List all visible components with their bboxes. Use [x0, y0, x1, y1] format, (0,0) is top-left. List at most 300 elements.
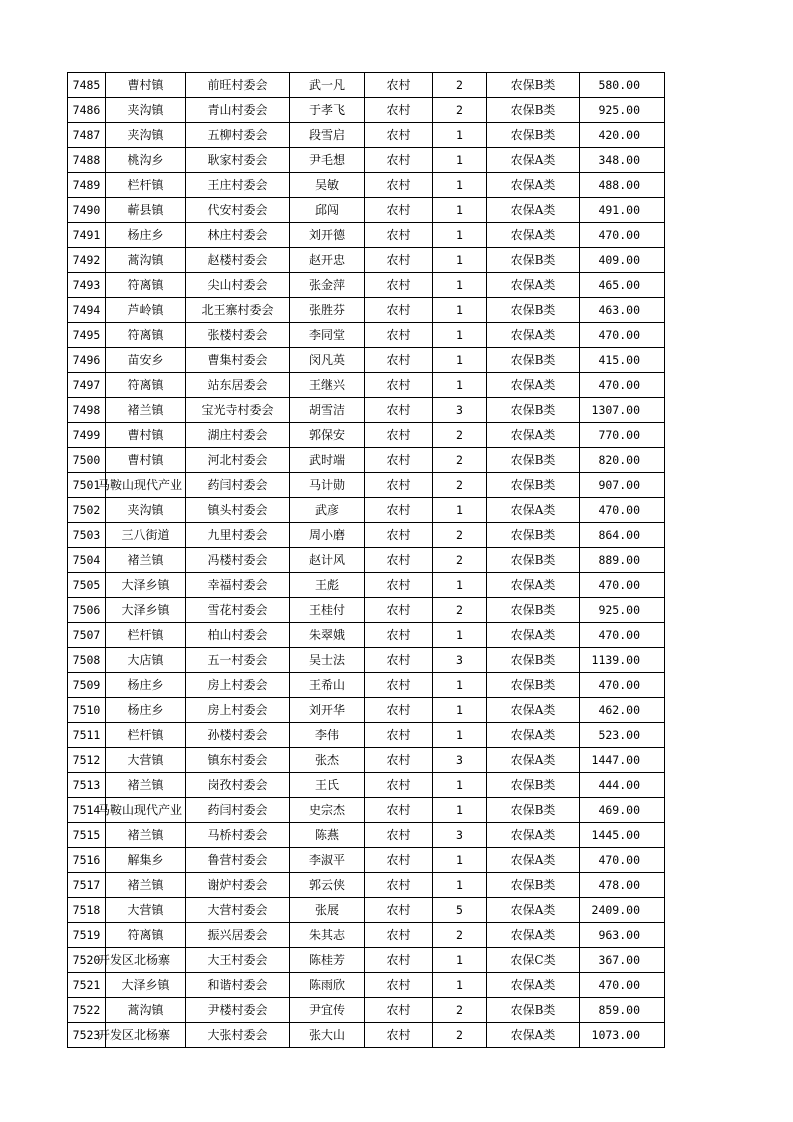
amount-cell: 470.00	[580, 323, 665, 348]
name-cell: 王继兴	[290, 373, 365, 398]
amount-cell: 523.00	[580, 723, 665, 748]
table-body	[68, 73, 665, 1048]
township-cell: 褚兰镇	[106, 773, 186, 798]
category-cell: 农保A类	[487, 623, 580, 648]
table-row	[68, 548, 665, 573]
township-cell: 曹村镇	[106, 73, 186, 98]
record-id-cell: 7521	[68, 973, 106, 998]
category-cell: 农保A类	[487, 323, 580, 348]
name-cell: 王希山	[290, 673, 365, 698]
township-cell: 大泽乡镇	[106, 973, 186, 998]
township-cell: 杨庄乡	[106, 223, 186, 248]
township-cell: 蒿沟镇	[106, 248, 186, 273]
village-committee-cell: 马桥村委会	[186, 823, 290, 848]
amount-cell: 367.00	[580, 948, 665, 973]
township-cell: 芦岭镇	[106, 298, 186, 323]
category-cell: 农保B类	[487, 123, 580, 148]
record-id-cell: 7504	[68, 548, 106, 573]
household-type-cell: 农村	[365, 823, 433, 848]
township-cell: 大店镇	[106, 648, 186, 673]
category-cell: 农保A类	[487, 823, 580, 848]
table-row	[68, 873, 665, 898]
amount-cell: 770.00	[580, 423, 665, 448]
township-cell: 符离镇	[106, 923, 186, 948]
member-count-cell: 1	[433, 123, 487, 148]
table-row	[68, 973, 665, 998]
record-id-cell: 7485	[68, 73, 106, 98]
village-committee-cell: 青山村委会	[186, 98, 290, 123]
member-count-cell: 1	[433, 623, 487, 648]
household-type-cell: 农村	[365, 998, 433, 1023]
township-cell: 栏杆镇	[106, 623, 186, 648]
category-cell: 农保A类	[487, 723, 580, 748]
village-committee-cell: 赵楼村委会	[186, 248, 290, 273]
name-cell: 赵计风	[290, 548, 365, 573]
member-count-cell: 1	[433, 798, 487, 823]
member-count-cell: 3	[433, 398, 487, 423]
record-id-cell: 7499	[68, 423, 106, 448]
record-id-cell: 7517	[68, 873, 106, 898]
member-count-cell: 2	[433, 998, 487, 1023]
record-id-cell: 7505	[68, 573, 106, 598]
name-cell: 尹宜传	[290, 998, 365, 1023]
table-row	[68, 98, 665, 123]
amount-cell: 470.00	[580, 223, 665, 248]
township-cell: 开发区北杨寨	[106, 948, 186, 973]
amount-cell: 864.00	[580, 523, 665, 548]
member-count-cell: 1	[433, 673, 487, 698]
member-count-cell: 1	[433, 273, 487, 298]
table-row	[68, 123, 665, 148]
name-cell: 朱其志	[290, 923, 365, 948]
member-count-cell: 1	[433, 223, 487, 248]
table-row	[68, 248, 665, 273]
name-cell: 陈雨欣	[290, 973, 365, 998]
category-cell: 农保A类	[487, 373, 580, 398]
table-row	[68, 923, 665, 948]
township-cell: 曹村镇	[106, 448, 186, 473]
household-type-cell: 农村	[365, 748, 433, 773]
name-cell: 张杰	[290, 748, 365, 773]
household-type-cell: 农村	[365, 773, 433, 798]
record-id-cell: 7495	[68, 323, 106, 348]
name-cell: 张展	[290, 898, 365, 923]
category-cell: 农保B类	[487, 98, 580, 123]
category-cell: 农保A类	[487, 923, 580, 948]
village-committee-cell: 大王村委会	[186, 948, 290, 973]
township-cell: 栏杆镇	[106, 173, 186, 198]
category-cell: 农保A类	[487, 198, 580, 223]
table-row	[68, 698, 665, 723]
village-committee-cell: 湖庄村委会	[186, 423, 290, 448]
village-committee-cell: 耿家村委会	[186, 148, 290, 173]
village-committee-cell: 前旺村委会	[186, 73, 290, 98]
category-cell: 农保B类	[487, 448, 580, 473]
record-id-cell: 7509	[68, 673, 106, 698]
name-cell: 史宗杰	[290, 798, 365, 823]
household-type-cell: 农村	[365, 848, 433, 873]
township-cell: 三八街道	[106, 523, 186, 548]
township-cell: 夹沟镇	[106, 498, 186, 523]
name-cell: 于孝飞	[290, 98, 365, 123]
category-cell: 农保B类	[487, 673, 580, 698]
category-cell: 农保B类	[487, 998, 580, 1023]
household-type-cell: 农村	[365, 248, 433, 273]
township-cell: 符离镇	[106, 373, 186, 398]
category-cell: 农保C类	[487, 948, 580, 973]
township-cell: 褚兰镇	[106, 873, 186, 898]
table-row	[68, 648, 665, 673]
household-type-cell: 农村	[365, 523, 433, 548]
village-committee-cell: 北王寨村委会	[186, 298, 290, 323]
amount-cell: 470.00	[580, 848, 665, 873]
table-row	[68, 673, 665, 698]
category-cell: 农保A类	[487, 973, 580, 998]
amount-cell: 462.00	[580, 698, 665, 723]
table-row	[68, 423, 665, 448]
record-id-cell: 7488	[68, 148, 106, 173]
table-row	[68, 448, 665, 473]
name-cell: 闵凡英	[290, 348, 365, 373]
name-cell: 郭保安	[290, 423, 365, 448]
household-type-cell: 农村	[365, 173, 433, 198]
relief-records-table	[67, 72, 665, 1048]
household-type-cell: 农村	[365, 798, 433, 823]
village-committee-cell: 孙楼村委会	[186, 723, 290, 748]
table-row	[68, 748, 665, 773]
category-cell: 农保B类	[487, 248, 580, 273]
name-cell: 武时端	[290, 448, 365, 473]
amount-cell: 1139.00	[580, 648, 665, 673]
table-row	[68, 998, 665, 1023]
member-count-cell: 1	[433, 873, 487, 898]
record-id-cell: 7520	[68, 948, 106, 973]
record-id-cell: 7496	[68, 348, 106, 373]
category-cell: 农保A类	[487, 748, 580, 773]
name-cell: 郭云侠	[290, 873, 365, 898]
township-cell: 栏杆镇	[106, 723, 186, 748]
household-type-cell: 农村	[365, 598, 433, 623]
category-cell: 农保B类	[487, 873, 580, 898]
township-cell: 褚兰镇	[106, 823, 186, 848]
table-row	[68, 373, 665, 398]
village-committee-cell: 鲁营村委会	[186, 848, 290, 873]
household-type-cell: 农村	[365, 573, 433, 598]
village-committee-cell: 张楼村委会	[186, 323, 290, 348]
amount-cell: 463.00	[580, 298, 665, 323]
category-cell: 农保A类	[487, 898, 580, 923]
township-cell: 桃沟乡	[106, 148, 186, 173]
township-cell: 褚兰镇	[106, 548, 186, 573]
name-cell: 朱翠娥	[290, 623, 365, 648]
amount-cell: 1073.00	[580, 1023, 665, 1048]
village-committee-cell: 房上村委会	[186, 673, 290, 698]
member-count-cell: 1	[433, 773, 487, 798]
amount-cell: 925.00	[580, 98, 665, 123]
name-cell: 李淑平	[290, 848, 365, 873]
household-type-cell: 农村	[365, 623, 433, 648]
name-cell: 赵开忠	[290, 248, 365, 273]
name-cell: 尹毛想	[290, 148, 365, 173]
record-id-cell: 7511	[68, 723, 106, 748]
township-cell: 马鞍山现代产业	[106, 798, 186, 823]
village-committee-cell: 宝光寺村委会	[186, 398, 290, 423]
village-committee-cell: 药闫村委会	[186, 798, 290, 823]
table-row	[68, 823, 665, 848]
record-id-cell: 7497	[68, 373, 106, 398]
household-type-cell: 农村	[365, 98, 433, 123]
category-cell: 农保B类	[487, 348, 580, 373]
member-count-cell: 2	[433, 1023, 487, 1048]
household-type-cell: 农村	[365, 223, 433, 248]
table-row	[68, 473, 665, 498]
category-cell: 农保B类	[487, 598, 580, 623]
member-count-cell: 2	[433, 73, 487, 98]
household-type-cell: 农村	[365, 898, 433, 923]
table-row	[68, 348, 665, 373]
category-cell: 农保A类	[487, 223, 580, 248]
village-committee-cell: 五一村委会	[186, 648, 290, 673]
amount-cell: 465.00	[580, 273, 665, 298]
table-row	[68, 1023, 665, 1048]
category-cell: 农保B类	[487, 298, 580, 323]
member-count-cell: 2	[433, 598, 487, 623]
record-id-cell: 7503	[68, 523, 106, 548]
village-committee-cell: 镇东村委会	[186, 748, 290, 773]
table-row	[68, 598, 665, 623]
village-committee-cell: 振兴居委会	[186, 923, 290, 948]
record-id-cell: 7498	[68, 398, 106, 423]
member-count-cell: 1	[433, 198, 487, 223]
record-id-cell: 7493	[68, 273, 106, 298]
member-count-cell: 2	[433, 98, 487, 123]
amount-cell: 580.00	[580, 73, 665, 98]
member-count-cell: 1	[433, 373, 487, 398]
household-type-cell: 农村	[365, 148, 433, 173]
village-committee-cell: 柏山村委会	[186, 623, 290, 648]
name-cell: 邱闯	[290, 198, 365, 223]
member-count-cell: 3	[433, 748, 487, 773]
township-cell: 马鞍山现代产业	[106, 473, 186, 498]
record-id-cell: 7501	[68, 473, 106, 498]
village-committee-cell: 尹楼村委会	[186, 998, 290, 1023]
name-cell: 陈桂芳	[290, 948, 365, 973]
household-type-cell: 农村	[365, 298, 433, 323]
member-count-cell: 1	[433, 848, 487, 873]
member-count-cell: 1	[433, 498, 487, 523]
name-cell: 李同堂	[290, 323, 365, 348]
village-committee-cell: 王庄村委会	[186, 173, 290, 198]
category-cell: 农保A类	[487, 698, 580, 723]
member-count-cell: 1	[433, 148, 487, 173]
amount-cell: 348.00	[580, 148, 665, 173]
category-cell: 农保A类	[487, 573, 580, 598]
name-cell: 张金萍	[290, 273, 365, 298]
village-committee-cell: 代安村委会	[186, 198, 290, 223]
household-type-cell: 农村	[365, 548, 433, 573]
amount-cell: 491.00	[580, 198, 665, 223]
household-type-cell: 农村	[365, 448, 433, 473]
household-type-cell: 农村	[365, 123, 433, 148]
category-cell: 农保A类	[487, 848, 580, 873]
table-row	[68, 173, 665, 198]
township-cell: 蒿沟镇	[106, 998, 186, 1023]
household-type-cell: 农村	[365, 73, 433, 98]
member-count-cell: 2	[433, 423, 487, 448]
table-row	[68, 498, 665, 523]
table-row	[68, 798, 665, 823]
amount-cell: 409.00	[580, 248, 665, 273]
township-cell: 苗安乡	[106, 348, 186, 373]
record-id-cell: 7507	[68, 623, 106, 648]
township-cell: 蕲县镇	[106, 198, 186, 223]
member-count-cell: 1	[433, 723, 487, 748]
record-id-cell: 7490	[68, 198, 106, 223]
township-cell: 符离镇	[106, 323, 186, 348]
member-count-cell: 1	[433, 698, 487, 723]
village-committee-cell: 尖山村委会	[186, 273, 290, 298]
category-cell: 农保A类	[487, 423, 580, 448]
table-row	[68, 273, 665, 298]
category-cell: 农保A类	[487, 1023, 580, 1048]
record-id-cell: 7512	[68, 748, 106, 773]
name-cell: 张大山	[290, 1023, 365, 1048]
township-cell: 符离镇	[106, 273, 186, 298]
record-id-cell: 7492	[68, 248, 106, 273]
record-id-cell: 7523	[68, 1023, 106, 1048]
village-committee-cell: 岗孜村委会	[186, 773, 290, 798]
table-row	[68, 573, 665, 598]
table-row	[68, 298, 665, 323]
record-id-cell: 7513	[68, 773, 106, 798]
name-cell: 武一凡	[290, 73, 365, 98]
amount-cell: 470.00	[580, 573, 665, 598]
member-count-cell: 1	[433, 348, 487, 373]
table-row	[68, 73, 665, 98]
record-id-cell: 7506	[68, 598, 106, 623]
category-cell: 农保B类	[487, 773, 580, 798]
table-row	[68, 198, 665, 223]
member-count-cell: 1	[433, 323, 487, 348]
village-committee-cell: 雪花村委会	[186, 598, 290, 623]
household-type-cell: 农村	[365, 923, 433, 948]
household-type-cell: 农村	[365, 873, 433, 898]
record-id-cell: 7500	[68, 448, 106, 473]
category-cell: 农保A类	[487, 273, 580, 298]
table-row	[68, 148, 665, 173]
township-cell: 大营镇	[106, 748, 186, 773]
record-id-cell: 7502	[68, 498, 106, 523]
table-row	[68, 323, 665, 348]
household-type-cell: 农村	[365, 973, 433, 998]
name-cell: 李伟	[290, 723, 365, 748]
category-cell: 农保B类	[487, 73, 580, 98]
household-type-cell: 农村	[365, 373, 433, 398]
member-count-cell: 1	[433, 573, 487, 598]
amount-cell: 470.00	[580, 373, 665, 398]
name-cell: 王氏	[290, 773, 365, 798]
record-id-cell: 7486	[68, 98, 106, 123]
category-cell: 农保B类	[487, 398, 580, 423]
name-cell: 马计勋	[290, 473, 365, 498]
name-cell: 张胜芬	[290, 298, 365, 323]
table-row	[68, 223, 665, 248]
name-cell: 武彦	[290, 498, 365, 523]
member-count-cell: 3	[433, 648, 487, 673]
amount-cell: 889.00	[580, 548, 665, 573]
household-type-cell: 农村	[365, 198, 433, 223]
household-type-cell: 农村	[365, 498, 433, 523]
township-cell: 褚兰镇	[106, 398, 186, 423]
village-committee-cell: 幸福村委会	[186, 573, 290, 598]
name-cell: 吴敏	[290, 173, 365, 198]
member-count-cell: 1	[433, 298, 487, 323]
village-committee-cell: 谢炉村委会	[186, 873, 290, 898]
village-committee-cell: 河北村委会	[186, 448, 290, 473]
amount-cell: 925.00	[580, 598, 665, 623]
village-committee-cell: 冯楼村委会	[186, 548, 290, 573]
village-committee-cell: 九里村委会	[186, 523, 290, 548]
village-committee-cell: 大营村委会	[186, 898, 290, 923]
household-type-cell: 农村	[365, 698, 433, 723]
category-cell: 农保B类	[487, 798, 580, 823]
category-cell: 农保B类	[487, 648, 580, 673]
amount-cell: 488.00	[580, 173, 665, 198]
village-committee-cell: 五柳村委会	[186, 123, 290, 148]
member-count-cell: 3	[433, 823, 487, 848]
township-cell: 曹村镇	[106, 423, 186, 448]
township-cell: 夹沟镇	[106, 98, 186, 123]
household-type-cell: 农村	[365, 323, 433, 348]
table-row	[68, 398, 665, 423]
category-cell: 农保B类	[487, 473, 580, 498]
household-type-cell: 农村	[365, 398, 433, 423]
member-count-cell: 5	[433, 898, 487, 923]
household-type-cell: 农村	[365, 348, 433, 373]
township-cell: 大泽乡镇	[106, 598, 186, 623]
township-cell: 夹沟镇	[106, 123, 186, 148]
table-row	[68, 723, 665, 748]
table-row	[68, 523, 665, 548]
amount-cell: 470.00	[580, 623, 665, 648]
township-cell: 解集乡	[106, 848, 186, 873]
record-id-cell: 7494	[68, 298, 106, 323]
township-cell: 杨庄乡	[106, 698, 186, 723]
record-id-cell: 7519	[68, 923, 106, 948]
amount-cell: 963.00	[580, 923, 665, 948]
amount-cell: 478.00	[580, 873, 665, 898]
table-row	[68, 948, 665, 973]
household-type-cell: 农村	[365, 673, 433, 698]
record-id-cell: 7518	[68, 898, 106, 923]
village-committee-cell: 站东居委会	[186, 373, 290, 398]
member-count-cell: 2	[433, 923, 487, 948]
member-count-cell: 2	[433, 523, 487, 548]
township-cell: 大营镇	[106, 898, 186, 923]
village-committee-cell: 药闫村委会	[186, 473, 290, 498]
table-row	[68, 773, 665, 798]
record-id-cell: 7487	[68, 123, 106, 148]
amount-cell: 1447.00	[580, 748, 665, 773]
record-id-cell: 7510	[68, 698, 106, 723]
record-id-cell: 7489	[68, 173, 106, 198]
record-id-cell: 7514	[68, 798, 106, 823]
record-id-cell: 7516	[68, 848, 106, 873]
table-row	[68, 623, 665, 648]
village-committee-cell: 房上村委会	[186, 698, 290, 723]
household-type-cell: 农村	[365, 723, 433, 748]
category-cell: 农保B类	[487, 523, 580, 548]
